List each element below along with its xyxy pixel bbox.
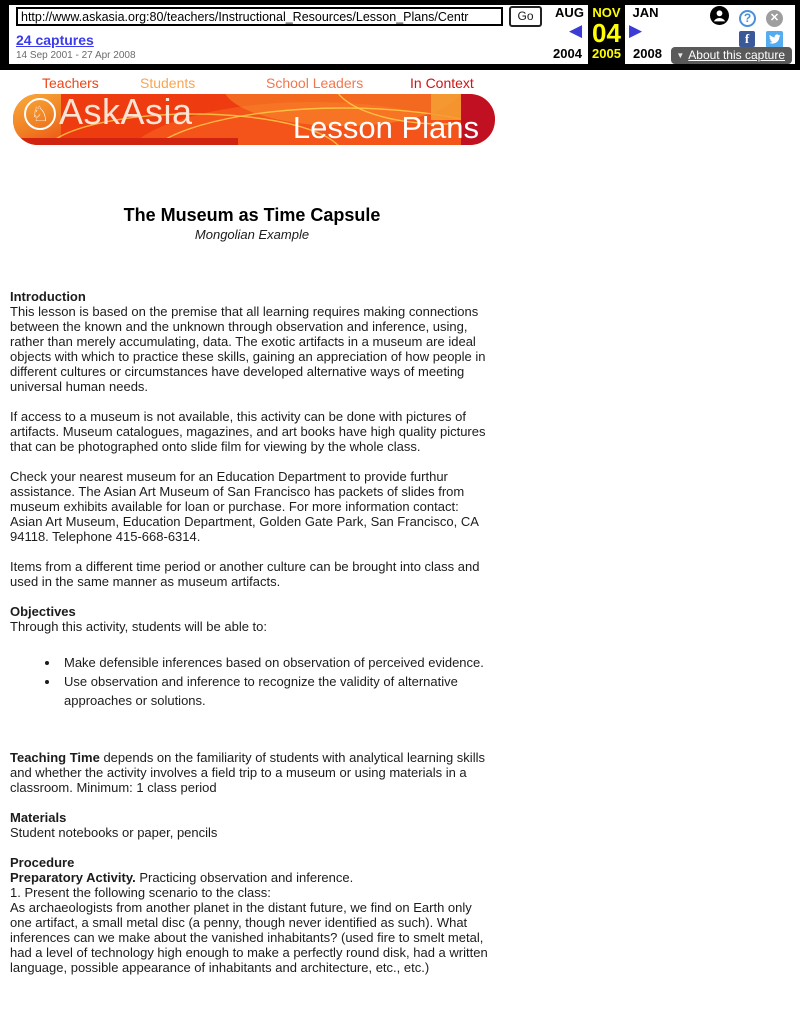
archive-url-input[interactable] [16, 7, 503, 26]
page-subtitle: Mongolian Example [194, 227, 310, 242]
capture-date-range: 14 Sep 2001 - 27 Apr 2008 [16, 50, 136, 61]
lesson-content [0, 205, 494, 975]
objective-item: • Make defensible inferences based on observation of perceived evidence. [60, 653, 494, 672]
about-this-capture[interactable]: ▼ About this capture [671, 47, 792, 64]
section-heading-introduction: Introduction [10, 289, 86, 304]
prev-month-label[interactable]: AUG [555, 5, 584, 20]
scenario-paragraph: As archaeologists from another planet in the distant future, we find on Earth only one artifact, a small metal disc (a penny, though never identified as such). What inferences can we make about the vanished inhabitants? (used fire to smelt metal, had a level of technology high enough to make a perfectly round disk, had a written language, possible appearance of inhabitants and architecture, etc., etc.) [10, 900, 488, 975]
procedure-step-1: 1. Present the following scenario to the class: [10, 885, 271, 900]
wayback-toolbar [0, 0, 800, 70]
tab-teachers[interactable]: Teachers [42, 75, 99, 91]
objectives-lead: Through this activity, students will be able to: [10, 619, 267, 634]
tab-in-context[interactable]: In Context [410, 75, 474, 91]
facebook-icon[interactable]: f [739, 31, 755, 47]
site-nav [0, 73, 800, 93]
current-month-label: NOV [592, 5, 621, 20]
tab-students[interactable]: Students [140, 75, 196, 91]
askasia-banner [13, 94, 495, 145]
prev-year[interactable]: 2004 [553, 46, 582, 61]
preparatory-activity-line: Preparatory Activity. Practicing observation and inference. [10, 870, 354, 885]
dropdown-arrow-icon: ▼ [676, 51, 685, 60]
page-title: The Museum as Time Capsule [123, 205, 381, 225]
intro-paragraph-4: Items from a different time period or another culture can be brought into class and used in the same manner as museum artifacts. [10, 559, 480, 589]
capture-day: 04 [592, 18, 621, 48]
twitter-icon[interactable] [766, 31, 783, 48]
captures-link[interactable]: 24 captures [16, 32, 94, 48]
tab-school-leaders[interactable]: School Leaders [266, 75, 364, 91]
profile-icon[interactable] [710, 6, 729, 30]
banner-page-title: Lesson Plans [292, 110, 479, 145]
intro-paragraph-3: Check your nearest museum for an Education Department to provide furthur assistance. The Asian Art Museum of San Francisco has packets of slides from museum exhibits available for loan or purchase. For more information contact: Asian Art Museum, Education Department, Golden Gate Park, San Francisco, CA 94118. Telephone 415-668-6314. [10, 469, 479, 544]
site-name[interactable]: AskAsia [59, 94, 193, 132]
section-heading-procedure: Procedure [10, 855, 75, 870]
intro-paragraph-2: If access to a museum is not available, this activity can be done with pictures of artifacts. Museum catalogues, magazines, and art books have high quality pictures that can be photographed onto slide film for viewing by the whole class. [10, 409, 486, 454]
objective-item: • Use observation and inference to recognize the validity of alternative approaches or solutions. [60, 672, 494, 710]
teaching-time-paragraph: Teaching Time depends on the familiarity of students with analytical learning skills and whether the activity involves a field trip to a museum or using materials in a classroom. Minimum: 1 class period [10, 750, 485, 795]
next-capture-arrow-icon[interactable]: ▶ [629, 21, 643, 40]
section-heading-objectives: Objectives [10, 604, 76, 619]
askasia-logo-icon[interactable]: ♘ [24, 98, 56, 130]
go-button[interactable]: Go [509, 6, 542, 27]
materials-text: Student notebooks or paper, pencils [10, 825, 218, 840]
prev-capture-arrow-icon[interactable]: ◀ [569, 21, 583, 40]
objectives-list [10, 653, 494, 710]
banner-bottom-strip [19, 138, 238, 145]
teaching-time-label: Teaching Time [10, 750, 100, 765]
help-icon[interactable]: ? [739, 10, 756, 27]
preparatory-activity-label: Preparatory Activity. [10, 870, 136, 885]
current-year: 2005 [592, 46, 621, 61]
intro-paragraph-1: This lesson is based on the premise that all learning requires making connections between the known and the unknown through observation and inference, using, rather than merely accumulating, data. The exotic artifacts in a museum are ideal objects with which to practice these skills, gaining an appreciation of how people in different cultures or circumstances have developed alternative ways of meeting universal human needs. [10, 304, 486, 394]
next-month-label[interactable]: JAN [632, 5, 659, 20]
close-icon[interactable]: ✕ [766, 10, 783, 27]
next-year[interactable]: 2008 [633, 46, 662, 61]
section-heading-materials: Materials [10, 810, 67, 825]
